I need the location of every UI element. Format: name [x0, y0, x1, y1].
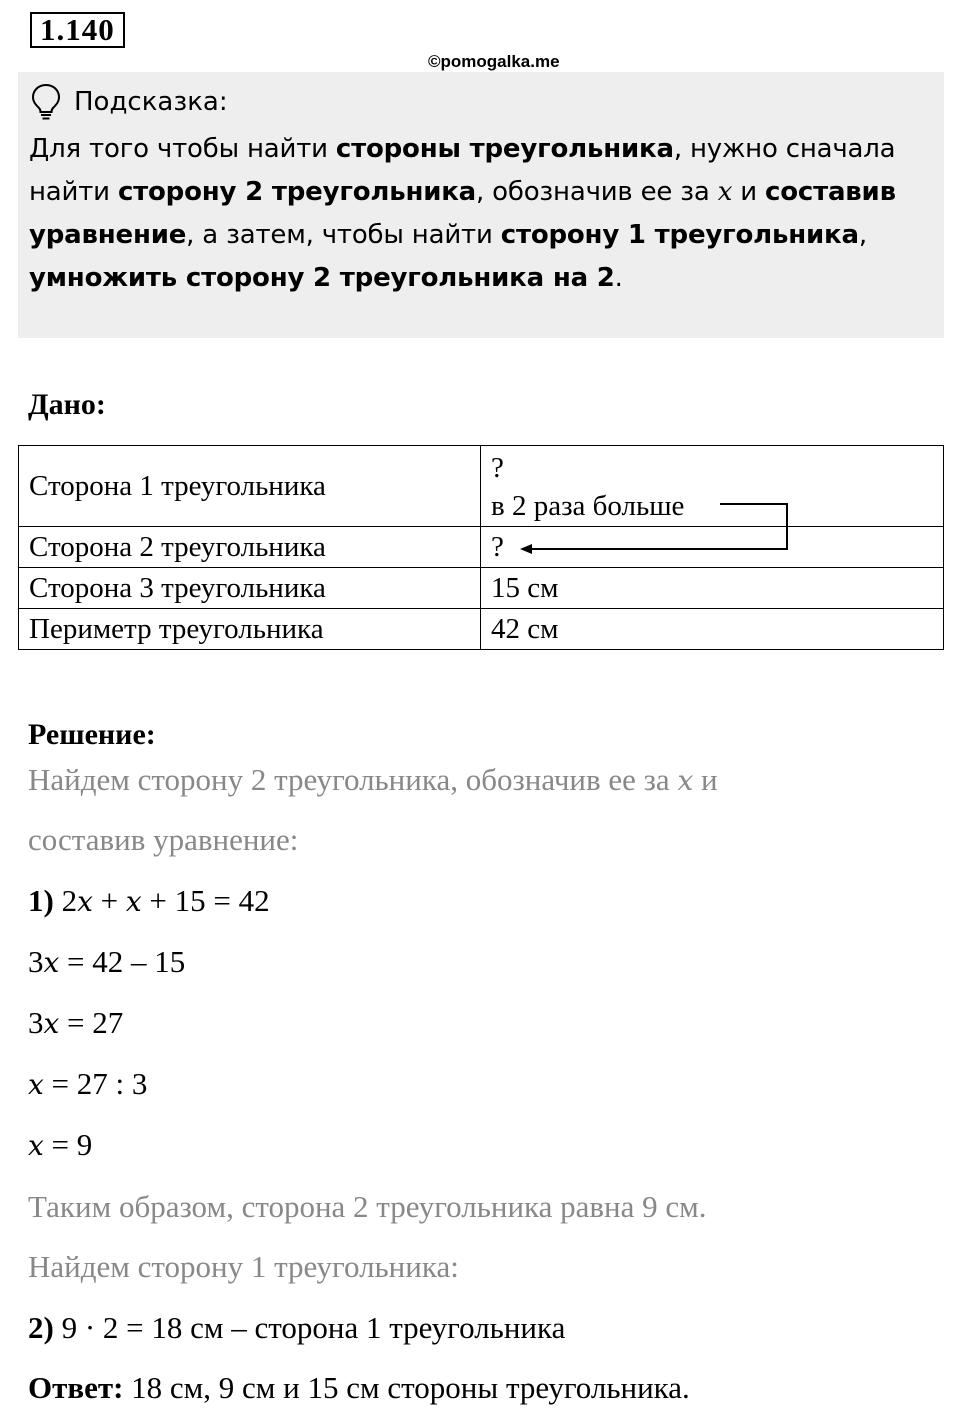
hint-seg-bold: сторону 2 треугольника [117, 177, 477, 207]
hint-seg: , а затем, чтобы найти [186, 220, 501, 250]
variable-x: x [77, 885, 93, 918]
answer-label: Ответ: [28, 1370, 124, 1405]
solution-intro-2: Найдем сторону 1 треугольника: [28, 1249, 459, 1284]
equation-3 [28, 1005, 123, 1041]
row-value: 15 см [481, 568, 944, 609]
solution-intro-line1 [28, 762, 718, 798]
row-value [481, 446, 944, 527]
hint-seg: , обозначив ее за [476, 177, 718, 207]
text-seg: = 27 : 3 [43, 1066, 148, 1101]
variable-x: x [125, 885, 142, 918]
table-row [19, 568, 944, 609]
variable-x: x [677, 764, 694, 797]
text-seg: = 9 [43, 1127, 93, 1162]
variable-x: x [28, 1068, 44, 1101]
given-title: Дано: [28, 388, 106, 421]
table-row [19, 609, 944, 650]
text-seg: = 27 [59, 1005, 124, 1040]
hint-variable: x [717, 177, 733, 207]
hint-seg: Для того чтобы найти [29, 134, 336, 164]
row-value-line: в 2 раза больше [491, 490, 685, 522]
row-label: Сторона 1 треугольника [19, 446, 481, 527]
lightbulb-icon [30, 83, 62, 121]
row-value-line: ? [491, 452, 504, 484]
solution-title: Решение: [28, 718, 156, 751]
conclusion-1: Таким образом, сторона 2 треугольника равна 9 см. [28, 1189, 707, 1224]
equation-2 [28, 944, 185, 980]
answer [28, 1370, 690, 1406]
hint-header [30, 82, 228, 122]
solution-intro-line2: составив уравнение: [28, 822, 299, 857]
table-row [19, 527, 944, 568]
row-value: ? [481, 527, 944, 568]
watermark: ©pomogalka.me [428, 52, 560, 71]
hint-seg: , нужно сначала найти [29, 134, 896, 207]
variable-x: x [43, 1007, 60, 1040]
text-seg: + 15 = 42 [141, 883, 270, 918]
hint-seg-bold: сторону 1 треугольника [500, 220, 859, 250]
row-label: Сторона 2 треугольника [19, 527, 481, 568]
answer-text: 18 см, 9 см и 15 см стороны треугольника. [123, 1370, 690, 1405]
text-seg: 3 [28, 1005, 44, 1040]
table-row [19, 446, 944, 527]
hint-seg-bold: стороны треугольника [335, 134, 674, 164]
hint-seg: , [858, 220, 867, 250]
step-2 [28, 1310, 565, 1346]
hint-box [18, 72, 944, 338]
row-value: 42 см [481, 609, 944, 650]
equation-5 [28, 1127, 92, 1163]
step-label: 2) [28, 1310, 54, 1345]
given-table [18, 445, 944, 650]
text-seg: + [92, 883, 126, 918]
variable-x: x [43, 946, 60, 979]
hint-seg-bold: умножить сторону 2 треугольника на 2 [29, 263, 615, 293]
hint-text [29, 128, 929, 300]
equation-1 [28, 883, 270, 919]
row-label: Периметр треугольника [19, 609, 481, 650]
row-label: Сторона 3 треугольника [19, 568, 481, 609]
hint-seg: и [732, 177, 765, 207]
variable-x: x [28, 1129, 44, 1162]
text-seg: и [693, 762, 718, 797]
hint-title: Подсказка: [74, 87, 228, 117]
hint-seg: . [614, 263, 623, 293]
text-seg: 9 · 2 = 18 см – сторона 1 треугольника [53, 1310, 566, 1345]
equation-4 [28, 1066, 147, 1102]
text-seg: Найдем сторону 2 треугольника, обозначив ее за [28, 762, 678, 797]
task-number: 1.140 [30, 12, 125, 48]
step-label: 1) [28, 883, 54, 918]
text-seg: = 42 – 15 [59, 944, 186, 979]
hint-seg-bold: составив уравнение [29, 177, 896, 250]
text-seg: 2 [53, 883, 78, 918]
text-seg: 3 [28, 944, 44, 979]
